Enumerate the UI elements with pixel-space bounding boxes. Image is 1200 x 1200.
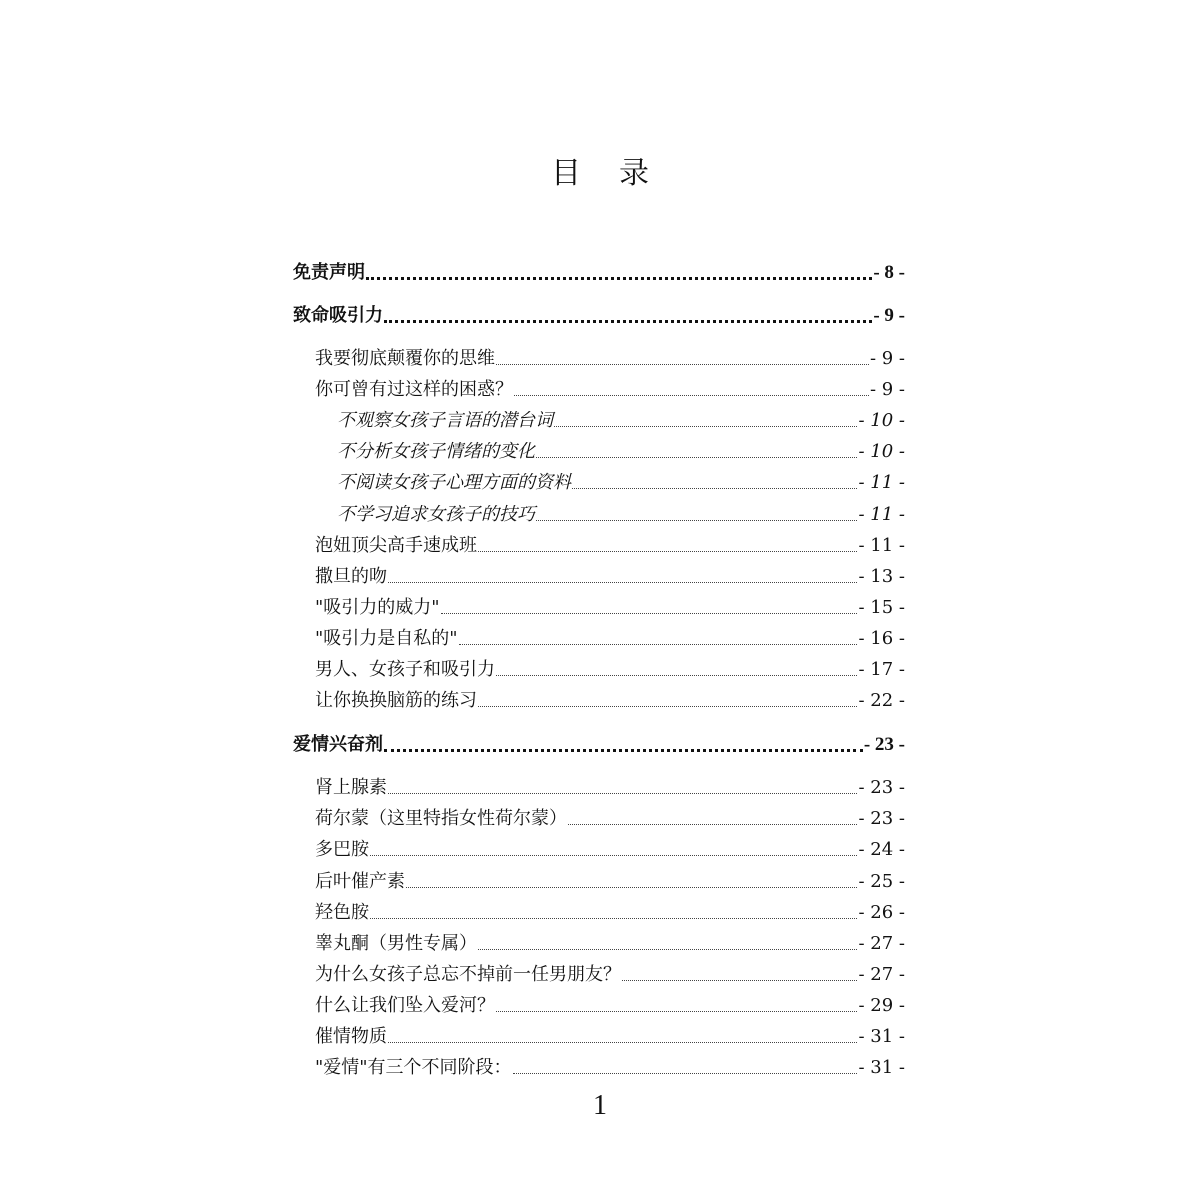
dot-leader	[384, 749, 863, 752]
toc-entry-label: "吸引力的威力"	[315, 597, 440, 618]
toc-entry-page: - 29 -	[858, 995, 905, 1016]
dot-leader	[536, 520, 857, 521]
toc-entry[interactable]	[315, 835, 905, 861]
toc-entry-page: - 13 -	[858, 566, 905, 587]
toc-entry-label: 撒旦的吻	[315, 566, 387, 587]
toc-entry-page: - 9 -	[873, 305, 905, 326]
toc-entry[interactable]	[315, 686, 905, 712]
dot-leader	[536, 457, 857, 458]
toc-entry-page: - 26 -	[858, 902, 905, 923]
toc-entry[interactable]	[315, 991, 905, 1017]
toc-entry[interactable]	[315, 531, 905, 557]
toc-entry-page: - 23 -	[863, 734, 905, 755]
toc-entry[interactable]	[337, 406, 905, 432]
toc-entry-label: "吸引力是自私的"	[315, 628, 458, 649]
dot-leader	[370, 918, 857, 919]
dot-leader	[496, 675, 857, 676]
toc-entry[interactable]	[337, 468, 905, 494]
toc-entry[interactable]	[337, 500, 905, 526]
toc-entry-page: - 9 -	[869, 348, 905, 369]
dot-leader	[406, 887, 857, 888]
toc-entry-label: 男人、女孩子和吸引力	[315, 659, 495, 680]
toc-entry[interactable]	[315, 773, 905, 799]
dot-leader	[478, 949, 857, 950]
toc-entry-page: - 24 -	[858, 839, 905, 860]
toc-entry[interactable]	[315, 375, 905, 401]
toc-entry-label: 不分析女孩子情绪的变化	[337, 441, 535, 462]
toc-entry[interactable]	[315, 344, 905, 370]
toc-entry-label: 羟色胺	[315, 902, 369, 923]
toc-entry[interactable]	[315, 960, 905, 986]
toc-entry-page: - 11 -	[858, 535, 905, 556]
dot-leader	[459, 644, 858, 645]
page-number: 1	[593, 1090, 607, 1121]
toc-entry-page: - 25 -	[858, 871, 905, 892]
toc-entry[interactable]	[315, 1022, 905, 1048]
dot-leader	[478, 706, 857, 707]
dot-leader	[554, 426, 857, 427]
toc-entry-page: - 8 -	[873, 262, 905, 283]
toc-entry-label: 免责声明	[293, 262, 365, 283]
dot-leader	[514, 395, 869, 396]
dot-leader	[366, 277, 872, 280]
toc-entry-label: "爱情"有三个不同阶段：	[315, 1057, 512, 1078]
toc-entry-page: - 31 -	[858, 1026, 905, 1047]
toc-entry-label: 睾丸酮（男性专属）	[315, 933, 477, 954]
toc-entry-page: - 9 -	[869, 379, 905, 400]
toc-entry-label: 荷尔蒙（这里特指女性荷尔蒙）	[315, 808, 567, 829]
toc-entry[interactable]	[315, 562, 905, 588]
toc-entry-page: - 23 -	[858, 777, 905, 798]
toc-entry-page: - 10 -	[858, 410, 905, 431]
toc-entry-label: 你可曾有过这样的困惑？	[315, 379, 513, 400]
toc-entry[interactable]	[315, 593, 905, 619]
dot-leader	[441, 613, 858, 614]
toc-entry[interactable]	[315, 898, 905, 924]
toc-entry-page: - 11 -	[858, 504, 905, 525]
toc-entry-page: - 22 -	[858, 690, 905, 711]
dot-leader	[496, 364, 869, 365]
toc-entry-page: - 15 -	[858, 597, 905, 618]
dot-leader	[370, 855, 857, 856]
toc-entry-label: 爱情兴奋剂	[293, 734, 383, 755]
toc-entry[interactable]	[315, 867, 905, 893]
toc-entry-label: 催情物质	[315, 1026, 387, 1047]
dot-leader	[568, 824, 857, 825]
toc-entry-label: 什么让我们坠入爱河？	[315, 995, 495, 1016]
toc-entry[interactable]	[315, 929, 905, 955]
dot-leader	[572, 488, 857, 489]
toc-entry-label: 让你换换脑筋的练习	[315, 690, 477, 711]
toc-entry-label: 多巴胺	[315, 839, 369, 860]
toc-entry-page: - 27 -	[858, 964, 905, 985]
toc-entry-page: - 10 -	[858, 441, 905, 462]
dot-leader	[388, 793, 857, 794]
toc-entry[interactable]	[293, 258, 905, 284]
toc-entry-label: 肾上腺素	[315, 777, 387, 798]
dot-leader	[513, 1073, 858, 1074]
toc-entry[interactable]	[315, 804, 905, 830]
toc-entry-label: 我要彻底颠覆你的思维	[315, 348, 495, 369]
page-title-part2: 录	[619, 156, 649, 191]
toc-entry[interactable]	[315, 624, 905, 650]
dot-leader	[388, 582, 857, 583]
toc-entry-page: - 16 -	[858, 628, 905, 649]
dot-leader	[622, 980, 857, 981]
dot-leader	[384, 320, 872, 323]
dot-leader	[388, 1042, 857, 1043]
toc-entry-label: 不学习追求女孩子的技巧	[337, 504, 535, 525]
dot-leader	[478, 551, 857, 552]
toc-entry[interactable]	[315, 1053, 905, 1079]
toc-entry-page: - 23 -	[858, 808, 905, 829]
page-title-part1: 目	[551, 156, 581, 191]
toc-entry[interactable]	[293, 730, 905, 756]
toc-entry-label: 为什么女孩子总忘不掉前一任男朋友？	[315, 964, 621, 985]
toc-entry-page: - 31 -	[858, 1057, 905, 1078]
toc-entry-label: 致命吸引力	[293, 305, 383, 326]
toc-entry-page: - 17 -	[858, 659, 905, 680]
toc-entry-page: - 27 -	[858, 933, 905, 954]
toc-entry-label: 泡妞顶尖高手速成班	[315, 535, 477, 556]
toc-entry-label: 不观察女孩子言语的潜台词	[337, 410, 553, 431]
toc-entry-page: - 11 -	[858, 472, 905, 493]
toc-entry[interactable]	[337, 437, 905, 463]
toc-entry-label: 后叶催产素	[315, 871, 405, 892]
dot-leader	[496, 1011, 857, 1012]
toc-entry[interactable]	[315, 655, 905, 681]
toc-entry[interactable]	[293, 301, 905, 327]
toc-entry-label: 不阅读女孩子心理方面的资料	[337, 472, 571, 493]
